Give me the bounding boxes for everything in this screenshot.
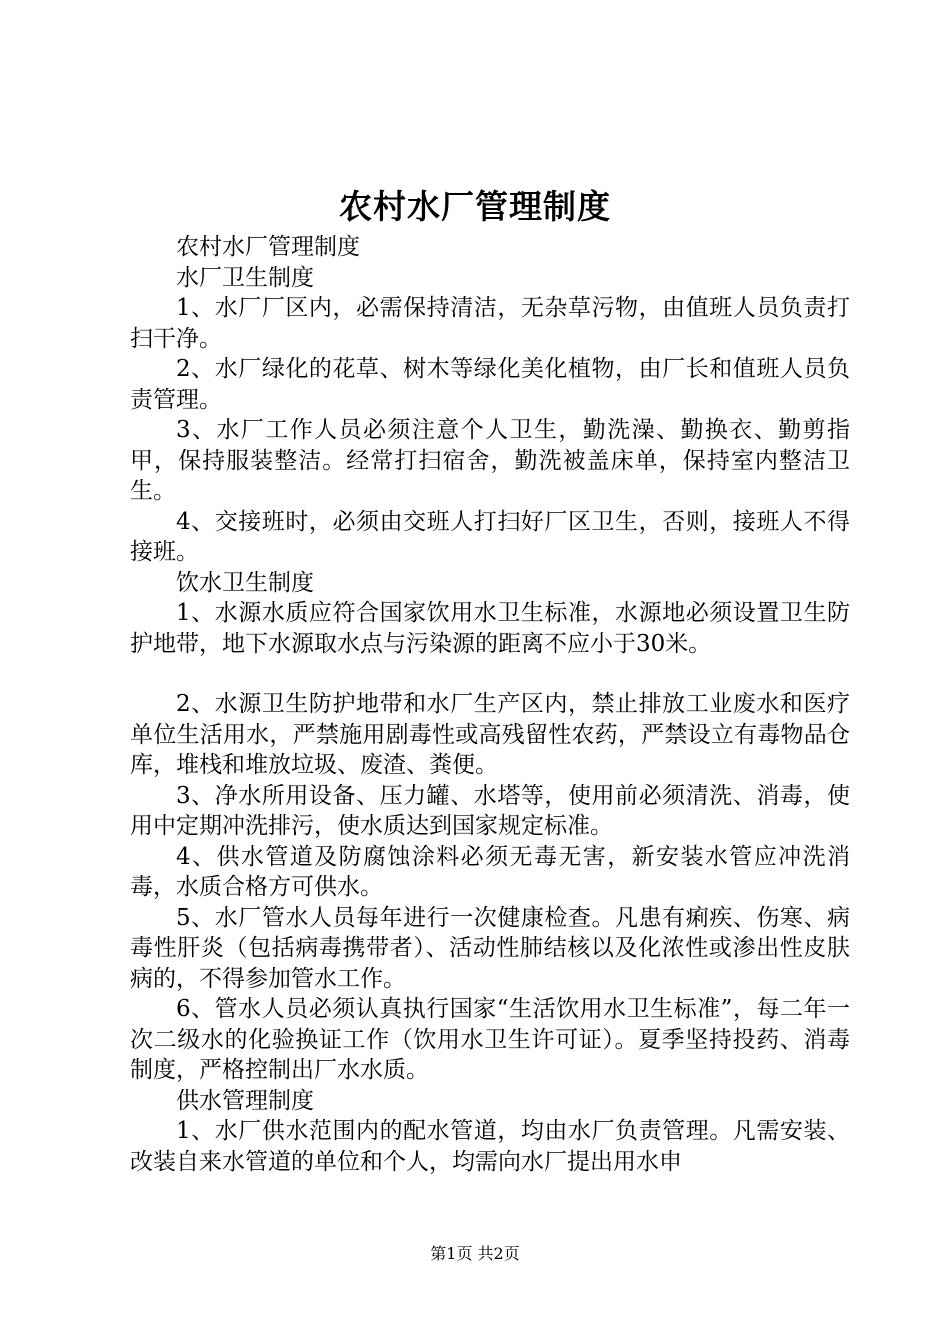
- section-heading-drinking-water: 饮水卫生制度: [176, 569, 314, 596]
- paragraph-gap: [130, 659, 850, 689]
- paragraph: 1、水源水质应符合国家饮用水卫生标准，水源地必须设置卫生防护地带，地下水源取水点与污染源的距离不应小于30米。: [130, 600, 850, 657]
- section-heading-hygiene: 水厂卫生制度: [176, 264, 314, 291]
- document-subtitle: 农村水厂管理制度: [176, 234, 360, 260]
- page-footer: 第1页 共2页: [430, 1244, 520, 1263]
- paragraph: 2、水源卫生防护地带和水厂生产区内，禁止排放工业废水和医疗单位生活用水，严禁施用剧毒性或高残留性农药，严禁设立有毒物品仓库，堆栈和堆放垃圾、废渣、粪便。: [130, 691, 850, 778]
- paragraph: 3、水厂工作人员必须注意个人卫生，勤洗澡、勤换衣、勤剪指甲，保持服装整洁。经常打扫宿舍，勤洗被盖床单，保持室内整洁卫生。: [130, 417, 850, 504]
- paragraph: 3、净水所用设备、压力罐、水塔等，使用前必须清洗、消毒，使用中定期冲洗排污，使水质达到国家规定标准。: [130, 782, 850, 839]
- paragraph: 4、供水管道及防腐蚀涂料必须无毒无害，新安装水管应冲洗消毒，水质合格方可供水。: [130, 843, 850, 900]
- paragraph: 4、交接班时，必须由交班人打扫好厂区卫生，否则，接班人不得接班。: [130, 508, 850, 565]
- paragraph: 6、管水人员必须认真执行国家“生活饮用水卫生标准”，每二年一次二级水的化验换证工作（饮用水卫生许可证）。夏季坚持投药、消毒制度，严格控制出厂水水质。: [130, 996, 850, 1083]
- document-title: 农村水厂管理制度: [339, 187, 611, 226]
- paragraph: 2、水厂绿化的花草、树木等绿化美化植物，由厂长和值班人员负责管理。: [130, 356, 850, 413]
- document-body: [130, 232, 850, 1177]
- paragraph: 1、水厂供水范围内的配水管道，均由水厂负责管理。凡需安装、改装自来水管道的单位和个人，均需向水厂提出用水申: [130, 1118, 850, 1175]
- section-heading-water-supply: 供水管理制度: [176, 1087, 314, 1114]
- paragraph: 5、水厂管水人员每年进行一次健康检查。凡患有痢疾、伤寒、病毒性肝炎（包括病毒携带者）、活动性肺结核以及化浓性或渗出性皮肤病的，不得参加管水工作。: [130, 904, 850, 992]
- paragraph: 1、水厂厂区内，必需保持清洁，无杂草污物，由值班人员负责打扫干净。: [130, 295, 850, 352]
